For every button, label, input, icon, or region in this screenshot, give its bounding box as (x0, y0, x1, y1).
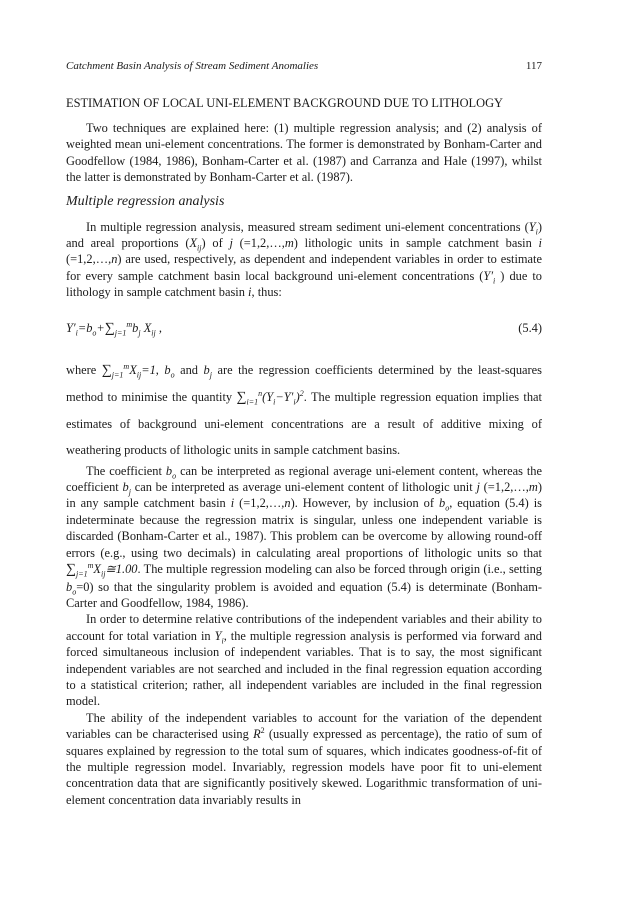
running-title: Catchment Basin Analysis of Stream Sediment Anomalies (66, 60, 319, 72)
page-number: 117 (525, 60, 542, 72)
section-heading: ESTIMATION OF LOCAL UNI-ELEMENT BACKGROUND DUE TO LITHOLOGY (66, 96, 503, 110)
equation-number: (5.4) (518, 320, 542, 335)
intro-paragraph: Two techniques are explained here: (1) multiple regression analysis; and (2) analysis of weighted mean uni-element concentrations. The former is demonstrated by Bonham-Carter and Goodfellow (1984, 1986), Bonham-Carter et al. (1987) and Carranza and Hale (1997), whilst the latter is demonstrated by Bonham-Carter et al. (1987). (66, 121, 542, 185)
equation-5-4 (66, 321, 542, 337)
page (66, 60, 542, 808)
subsection-heading: Multiple regression analysis (66, 193, 225, 209)
paragraph-1: In multiple regression analysis, measured stream sediment uni-element concentrations $(Y_i)$ and areal proportions $(X_{ij})$ of j (=1,2,…,m) lithologic units in sample catchment basin i (=1,2,…,n) are used, respectively, as dependent and independent variables in order to estimate for every sample catchment basin local background uni-element concentrations ($Y'_i$ ) due to lithology in sample catchment basin i, thus: (66, 219, 542, 300)
paragraph-3: The coefficient $b_o$ can be interpreted as regional average uni-element content, whereas the coefficient $b_j$ can be interpreted as average uni-element content of lithologic unit j (=1,2,…,m) in any sample catchment basin i (=1,2,…,n). However, by inclusion of $b_o$, equation (5.4) is indeterminate because the regression matrix is singular, unless one independent variable is discarded (Bonham-Carter et al., 1987). This problem can be overcome by allowing round-off errors (e.g., using two decimals) in calculating areal proportions of lithologic units so that $\sum_{j=1}^mX_{ij}≅1.00$. The multiple regression modeling can also be forced through origin (i.e., setting $b_o=0$) so that the singularity problem is avoided and equation (5.4) is determinate (Bonham-Carter and Goodfellow, 1984, 1986). (66, 463, 542, 610)
running-head (66, 60, 542, 72)
paragraph-5: The ability of the independent variables to account for the variation of the dependent variables can be characterised using $R^2$ (usually expressed as percentage), the ratio of sum of squares explained by regression to the total sum of squares, which indicates goodness-of-fit of the multiple regression model. Invariably, regression models have poor fit to uni-element concentration data that are significantly positively skewed. Logarithmic transformation of uni-element concentration data invariably results in (66, 710, 542, 807)
paragraph-2: where $\sum_{j=1}^mX_{ij}=1$, $b_o$ and $b_j$ are the regression coefficients determined by the least-squares method to minimise the quantity $\sum_{i=1}^n(Y_i-Y'_i)^2$. The multiple regression equation implies that estimates of background uni-element concentrations are a result of additive mixing of weathering products of lithologic units in sample catchment basins. (66, 361, 542, 457)
equation-formula: $Y'_i=b_o+\sum_{j=1}^mb_j$ $X_{ij}$ , (66, 319, 162, 338)
paragraph-4: In order to determine relative contributions of the independent variables and their ability to account for total variation in $Y_i$, the multiple regression analysis is performed via forward and forced simultaneous inclusion of independent variables. That is to say, the most significant independent variables are not searched and included in the final regression equation according to a statistical criterion; rather, all independent variables are included in the final regression model. (66, 612, 542, 709)
